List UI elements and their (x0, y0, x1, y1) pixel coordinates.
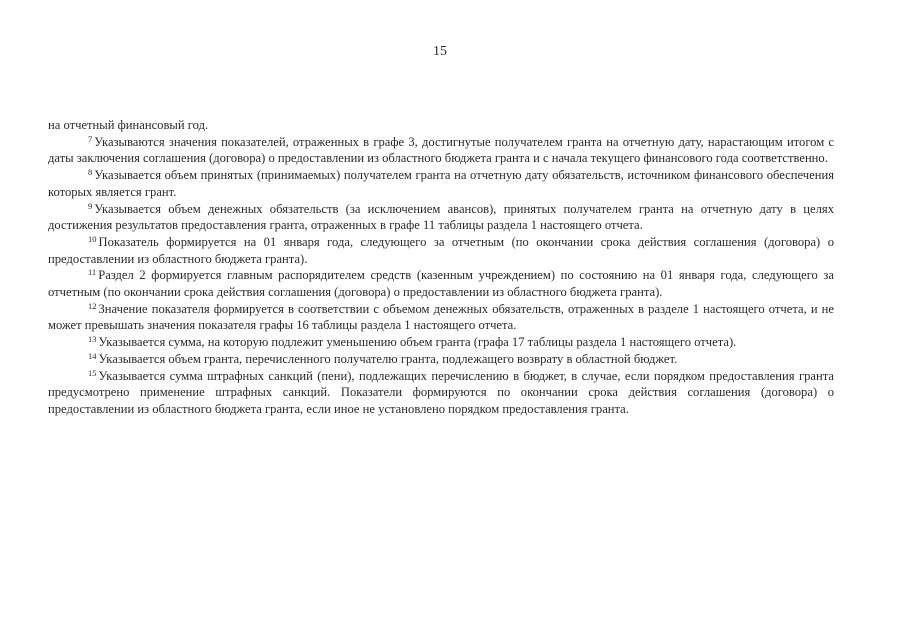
footnote-text: Показатель формируется на 01 января года, следующего за отчетным (по окончании срока действия соглашения (договора) о предоставлении из областного бюджета гранта). (48, 234, 834, 266)
footnote-text: Указываются значения показателей, отраженных в графе 3, достигнутые получателем гранта на отчетную дату, нарастающим итогом с даты заключения соглашения (договора) о предоставлении из областного бюджета гранта и с начала текущего финансового года соответственно. (48, 134, 834, 166)
footnote-12 (48, 301, 834, 334)
footnote-14 (48, 351, 834, 368)
footnote-13 (48, 334, 834, 351)
footnote-number: 8 (88, 167, 93, 178)
footnote-9 (48, 201, 834, 234)
footnote-text: Указывается сумма штрафных санкций (пени), подлежащих перечислению в бюджет, в случае, если порядком предоставления гранта предусмотрено применение штрафных санкций. Показатели формируются по окончании срока действия соглашения (договора) о предоставлении из областного бюджета гранта, если иное не установлено порядком предоставления гранта. (48, 368, 834, 416)
footnote-number: 13 (88, 334, 97, 345)
footnote-number: 12 (88, 300, 97, 311)
footnote-number: 10 (88, 233, 97, 244)
page-number: 15 (433, 44, 447, 59)
footnote-number: 11 (88, 267, 97, 278)
footnote-number: 14 (88, 350, 97, 361)
footnote-text: Указывается объем денежных обязательств (за исключением авансов), принятых получателем гранта на отчетную дату в целях достижения результатов предоставления гранта, отраженных в графе 11 таблицы раздела 1 настоящего отчета. (48, 201, 834, 233)
intro-line: на отчетный финансовый год. (48, 118, 209, 132)
footnote-number: 15 (88, 367, 97, 378)
footnote-text: Указывается объем принятых (принимаемых) получателем гранта на отчетную дату обязательств, источником финансового обеспечения которых является грант. (48, 168, 834, 199)
footnote-8 (48, 167, 834, 200)
footnote-15 (48, 368, 834, 418)
footnote-number: 7 (88, 133, 93, 144)
footnote-7 (48, 134, 834, 167)
footnote-10 (48, 234, 834, 267)
footnote-text: Значение показателя формируется в соответствии с объемом денежных обязательств, отраженных в разделе 1 настоящего отчета, и не может превышать значения показателя графы 16 таблицы раздела 1 настоящего отчета. (48, 301, 834, 333)
footnote-11 (48, 267, 834, 300)
footnote-text: Указывается сумма, на которую подлежит уменьшению объем гранта (графа 17 таблицы раздела 1 настоящего отчета). (98, 335, 737, 350)
footnote-text: Указывается объем гранта, перечисленного получателю гранта, подлежащего возврату в областной бюджет. (98, 351, 678, 366)
footnote-number: 9 (88, 200, 93, 211)
footnote-text: Раздел 2 формируется главным распорядителем средств (казенным учреждением) по состоянию на 01 января года, следующего за отчетным (по окончании срока действия соглашения (договора) о предоставлении из областного бюджета гранта). (48, 268, 834, 300)
footnotes-section (48, 117, 834, 418)
